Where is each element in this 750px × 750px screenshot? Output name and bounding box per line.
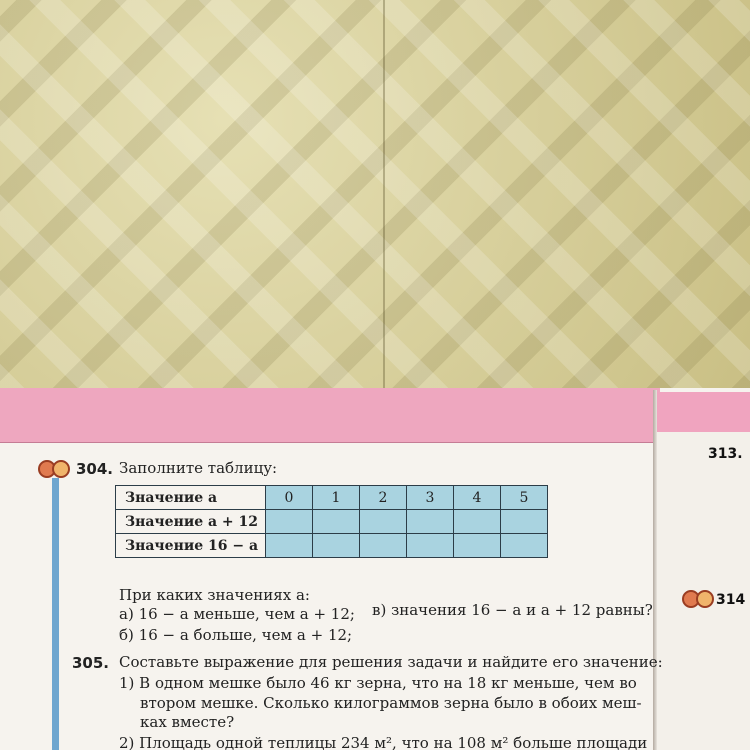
exercise-bear-icon bbox=[682, 586, 716, 612]
table-cell bbox=[407, 534, 454, 558]
exercise-304-number: 304. bbox=[76, 460, 114, 478]
exercise-304-part-v: в) значения 16 − a и a + 12 равны? bbox=[372, 601, 653, 619]
table-cell: 2 bbox=[360, 486, 407, 510]
table-cell bbox=[501, 510, 548, 534]
exercise-304-question: При каких значениях a: bbox=[119, 586, 310, 604]
exercise-305-title: Составьте выражение для решения задачи и найдите его значение: bbox=[119, 653, 663, 671]
exercise-304-part-a: а) 16 − a меньше, чем a + 12; bbox=[119, 605, 355, 623]
exercise-305-item1: 1) В одном мешке было 46 кг зерна, что на 18 кг меньше, чем во bbox=[119, 674, 637, 692]
exercise-bear-icon bbox=[38, 456, 72, 482]
margin-blue-rule bbox=[52, 478, 59, 750]
row-label: Значение a bbox=[116, 486, 266, 510]
row-label: Значение 16 − a bbox=[116, 534, 266, 558]
table-cell: 1 bbox=[313, 486, 360, 510]
exercise-313-number: 313. bbox=[708, 446, 743, 462]
values-table bbox=[115, 485, 548, 558]
table-cell bbox=[360, 510, 407, 534]
right-page-header-band bbox=[656, 392, 750, 432]
exercise-314-number: 314 bbox=[716, 592, 746, 608]
table-cell bbox=[454, 510, 501, 534]
exercise-305-number: 305. bbox=[72, 654, 110, 672]
table-row bbox=[116, 510, 548, 534]
table-cell: 3 bbox=[407, 486, 454, 510]
row-label: Значение a + 12 bbox=[116, 510, 266, 534]
table-row bbox=[116, 486, 548, 510]
table-cell bbox=[360, 534, 407, 558]
table-cell bbox=[501, 534, 548, 558]
table-cell bbox=[266, 534, 313, 558]
table-cell bbox=[313, 534, 360, 558]
fabric-crease bbox=[383, 0, 385, 390]
table-cell bbox=[313, 510, 360, 534]
table-cell bbox=[266, 510, 313, 534]
page-gutter bbox=[653, 390, 657, 750]
table-cell: 5 bbox=[501, 486, 548, 510]
table-cell bbox=[454, 534, 501, 558]
table-row bbox=[116, 534, 548, 558]
exercise-305-item1-end: ках вместе? bbox=[140, 713, 235, 731]
exercise-304-title: Заполните таблицу: bbox=[119, 459, 278, 477]
page-header-band bbox=[0, 388, 660, 443]
exercise-304-part-b: б) 16 − a больше, чем a + 12; bbox=[119, 626, 353, 644]
exercise-305-item2: 2) Площадь одной теплицы 234 м², что на 108 м² больше площади bbox=[119, 734, 648, 750]
table-cell: 4 bbox=[454, 486, 501, 510]
table-cell: 0 bbox=[266, 486, 313, 510]
exercise-305-item1-cont: втором мешке. Сколько килограммов зерна было в обоих меш- bbox=[140, 694, 642, 712]
table-cell bbox=[407, 510, 454, 534]
